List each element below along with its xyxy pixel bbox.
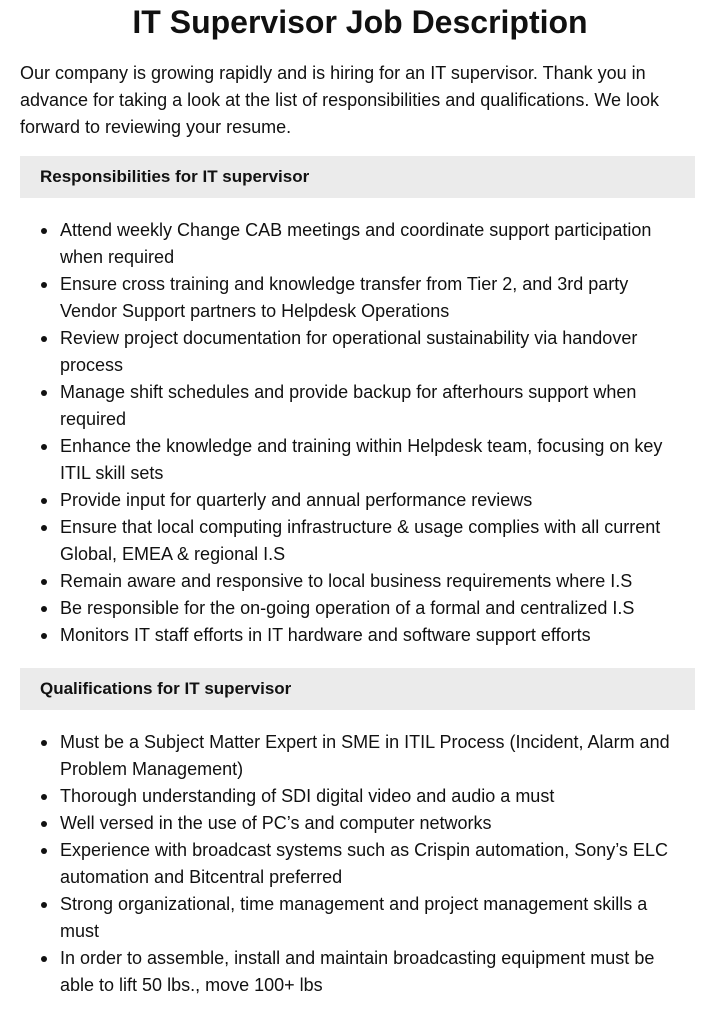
list-item: Ensure cross training and knowledge transfer from Tier 2, and 3rd party Vendor Support partners to Helpdesk Operations	[60, 271, 688, 325]
qualifications-heading: Qualifications for IT supervisor	[20, 668, 695, 710]
list-item: Attend weekly Change CAB meetings and coordinate support participation when required	[60, 217, 688, 271]
list-item: Strong organizational, time management and project management skills a must	[60, 891, 688, 945]
page-title: IT Supervisor Job Description	[132, 4, 588, 40]
responsibilities-heading: Responsibilities for IT supervisor	[20, 156, 695, 198]
list-item: In order to assemble, install and maintain broadcasting equipment must be able to lift 50 lbs., move 100+ lbs	[60, 945, 688, 999]
list-item: Review project documentation for operational sustainability via handover process	[60, 325, 688, 379]
list-item: Remain aware and responsive to local business requirements where I.S	[60, 568, 688, 595]
list-item: Must be a Subject Matter Expert in SME in ITIL Process (Incident, Alarm and Problem Management)	[60, 729, 688, 783]
list-item: Experience with broadcast systems such as Crispin automation, Sony’s ELC automation and Bitcentral preferred	[60, 837, 688, 891]
qualifications-list	[20, 729, 688, 999]
list-item: Enhance the knowledge and training within Helpdesk team, focusing on key ITIL skill sets	[60, 433, 688, 487]
list-item: Well versed in the use of PC’s and computer networks	[60, 810, 688, 837]
list-item: Ensure that local computing infrastructure & usage complies with all current Global, EMEA & regional I.S	[60, 514, 688, 568]
responsibilities-list	[20, 217, 688, 649]
intro-paragraph: Our company is growing rapidly and is hiring for an IT supervisor. Thank you in advance for taking a look at the list of responsibilities and qualifications. We look forward to reviewing your resume.	[20, 63, 660, 137]
list-item: Thorough understanding of SDI digital video and audio a must	[60, 783, 688, 810]
list-item: Manage shift schedules and provide backup for afterhours support when required	[60, 379, 688, 433]
list-item: Monitors IT staff efforts in IT hardware and software support efforts	[60, 622, 688, 649]
list-item: Provide input for quarterly and annual performance reviews	[60, 487, 688, 514]
list-item: Be responsible for the on-going operation of a formal and centralized I.S	[60, 595, 688, 622]
